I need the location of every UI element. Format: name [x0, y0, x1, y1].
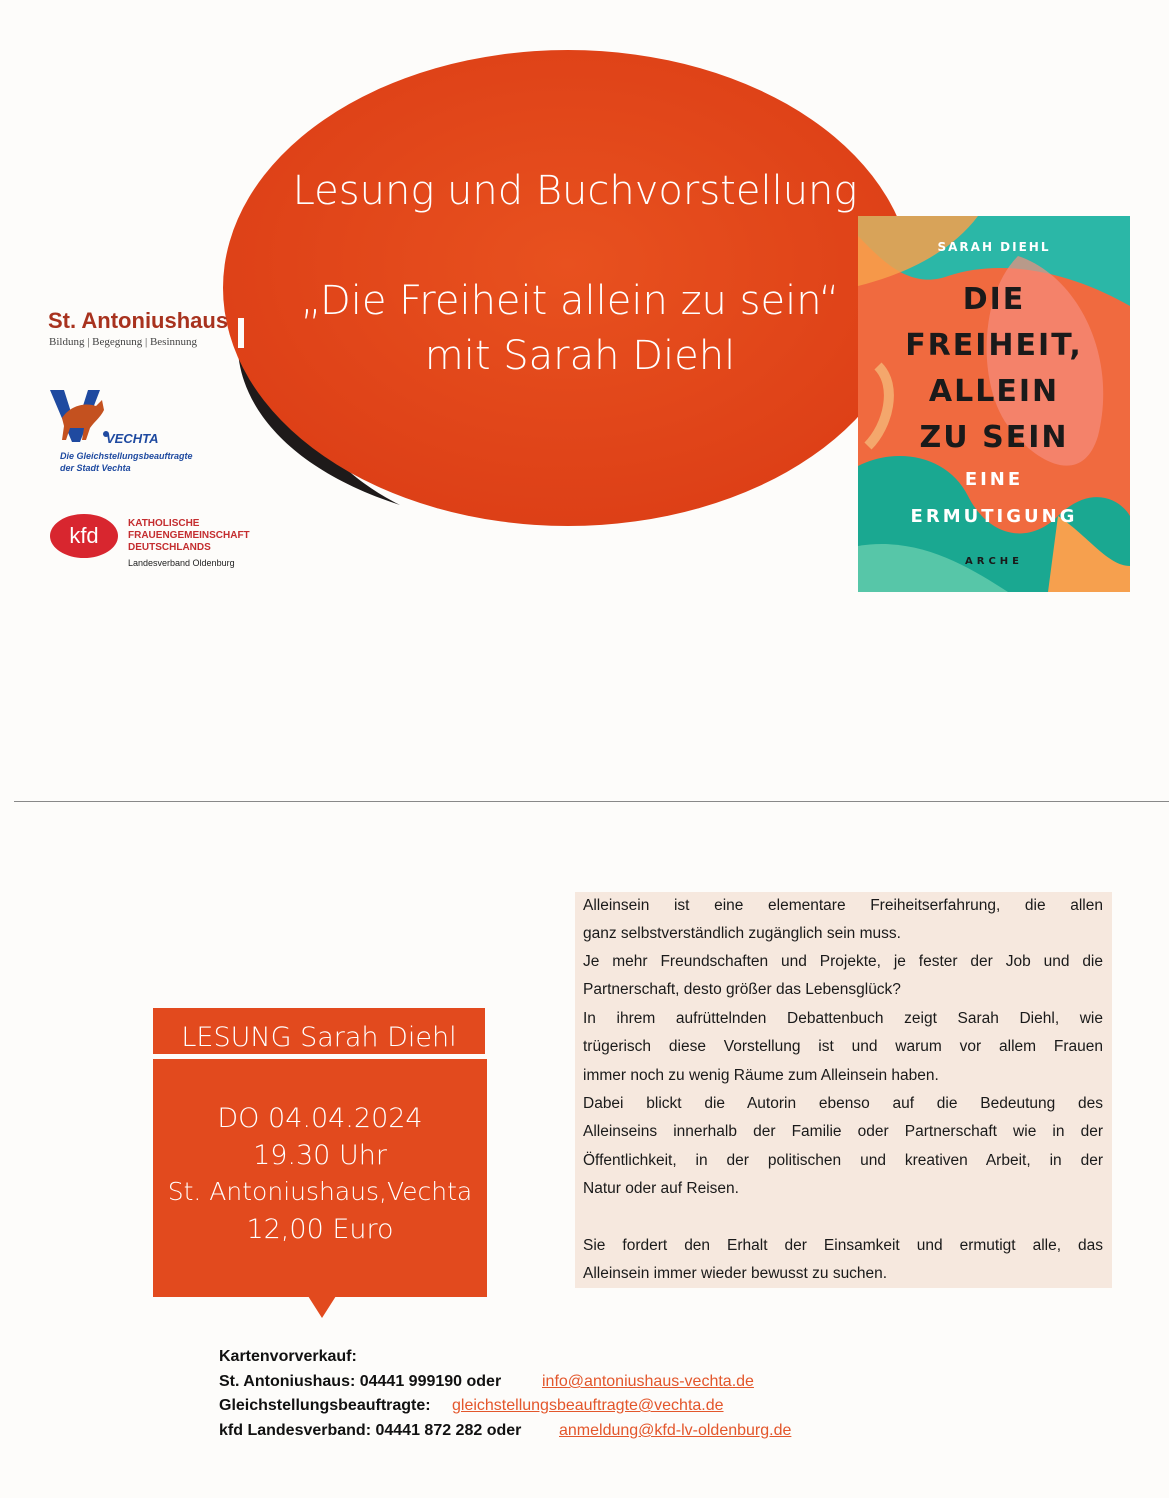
description-line: Sie fordert den Erhalt der Einsamkeit und ermutigt alle, das	[583, 1237, 1103, 1254]
description-line: Natur oder auf Reisen.	[583, 1180, 739, 1197]
book-subtitle-line: EINE	[964, 469, 1024, 490]
vechta-logo-line2: der Stadt Vechta	[60, 463, 131, 473]
description-line: Alleinsein immer wieder bewusst zu suchen.	[583, 1265, 888, 1282]
book-author: SARAH DIEHL	[937, 240, 1051, 254]
kfd-logo-subline: Landesverband Oldenburg	[128, 558, 235, 568]
book-title-line: FREIHEIT,	[905, 328, 1083, 363]
kfd-logo-line3: DEUTSCHLANDS	[128, 542, 211, 553]
ticket-presale-title: Kartenvorverkauf:	[219, 1348, 357, 1365]
author-line: mit Sarah Diehl	[424, 333, 736, 379]
vechta-logo-name: VECHTA	[106, 431, 159, 446]
kfd-email-link[interactable]: anmeldung@kfd-lv-oldenburg.de	[559, 1422, 792, 1439]
description-line: Je mehr Freundschaften und Projekte, je fester der Job und die	[583, 953, 1103, 970]
description-line: immer noch zu wenig Räume zum Alleinsein haben.	[583, 1067, 939, 1084]
book-cover	[858, 216, 1130, 592]
book-title-line: ALLEIN	[928, 374, 1060, 409]
gleich-email-link[interactable]: gleichstellungsbeauftragte@vechta.de	[452, 1397, 724, 1414]
event-price: 12,00 Euro	[246, 1214, 394, 1245]
antonius-email-link[interactable]: info@antoniushaus-vechta.de	[542, 1373, 754, 1390]
antoniushaus-logo-tagline: Bildung | Begegnung | Besinnung	[49, 336, 198, 348]
vechta-logo-line1: Die Gleichstellungsbeauftragte	[60, 451, 193, 461]
horse-logo-icon	[50, 388, 110, 446]
book-quote-title: „Die Freiheit allein zu sein“	[300, 278, 840, 324]
speech-pointer-shape	[308, 1296, 336, 1318]
description-line: Alleinsein ist eine elementare Freiheitserfahrung, die allen	[583, 897, 1103, 914]
description-line: In ihrem aufrüttelnden Debattenbuch zeigt Sarah Diehl, wie	[583, 1010, 1103, 1027]
description-line: ganz selbstverständlich zugänglich sein muss.	[583, 925, 901, 942]
kfd-logo-line2: FRAUENGEMEINSCHAFT	[128, 530, 250, 541]
description-line: trügerisch diese Vorstellung ist und warum vor allem Frauen	[583, 1038, 1103, 1055]
card-divider	[14, 801, 1169, 802]
ticket-kfd-label: kfd Landesverband: 04441 872 282 oder	[219, 1422, 522, 1439]
event-date: DO 04.04.2024	[217, 1103, 423, 1134]
description-line: Dabei blickt die Autorin ebenso auf die Bedeutung des	[583, 1095, 1103, 1112]
kfd-logo-line1: KATHOLISCHE	[128, 518, 200, 529]
book-publisher: ARCHE	[965, 556, 1023, 567]
event-time: 19.30 Uhr	[253, 1140, 387, 1171]
description-line: Öffentlichkeit, in der politischen und kreativen Arbeit, in der	[583, 1152, 1103, 1169]
book-subtitle-line: ERMUTIGUNG	[910, 506, 1078, 527]
event-headline: Lesung und Buchvorstellung	[292, 168, 858, 214]
kfd-logo-badge: kfd	[50, 514, 118, 558]
event-header: LESUNG Sarah Diehl	[153, 1008, 485, 1054]
book-title-line: DIE	[962, 282, 1026, 317]
description-line: Alleinseins innerhalb der Familie oder Partnerschaft wie in der	[583, 1123, 1103, 1140]
book-description	[575, 892, 1112, 1288]
description-line: Partnerschaft, desto größer das Lebensglück?	[583, 981, 901, 998]
ticket-antonius-label: St. Antoniushaus: 04441 999190 oder	[219, 1373, 502, 1390]
antoniushaus-logo-name: St. Antoniushaus	[48, 308, 229, 333]
book-title-line: ZU SEIN	[919, 420, 1069, 455]
event-details-box	[153, 1059, 487, 1297]
event-place: St. Antoniushaus,Vechta	[167, 1177, 473, 1206]
ticket-gleich-label: Gleichstellungsbeauftragte:	[219, 1397, 431, 1414]
